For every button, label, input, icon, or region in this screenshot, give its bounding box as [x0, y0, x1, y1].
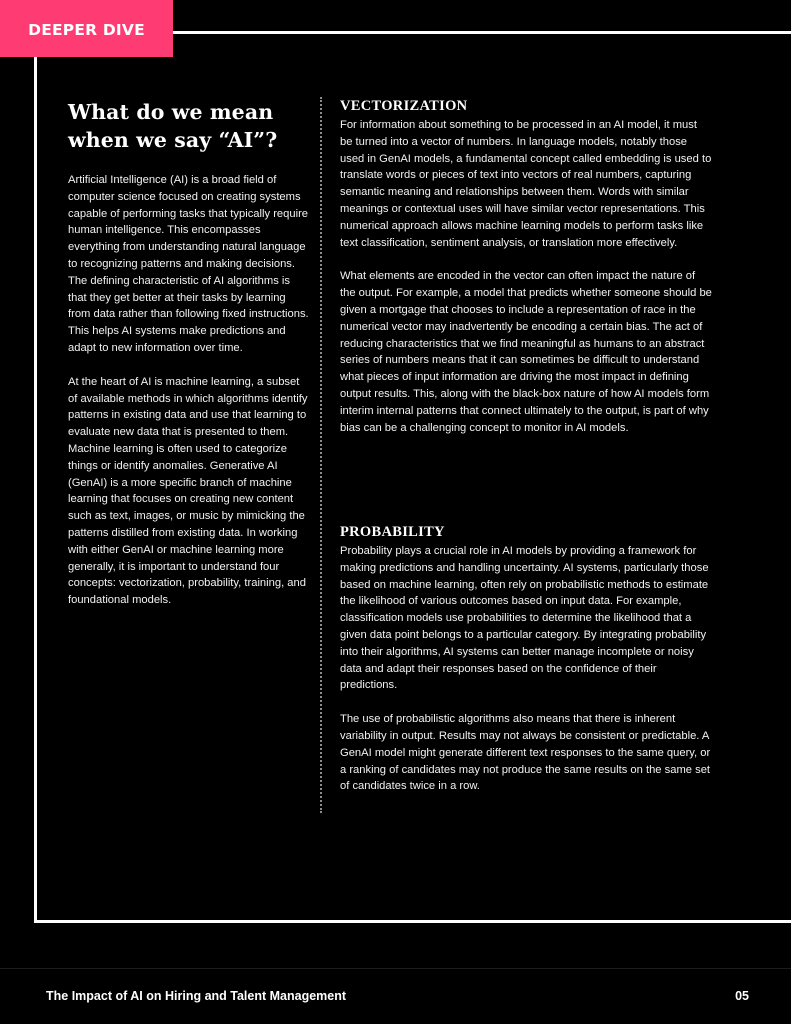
frame-left-rule	[34, 57, 37, 923]
vectorization-section	[340, 97, 712, 436]
vectorization-paragraph-2: What elements are encoded in the vector can often impact the nature of the output. For example, a model that predicts whether someone should be given a mortgage that chooses to include a representation of race in the numerical vector may inadvertently be encoding a certain bias. The act of reducing characteristics that we find meaningful as humans to an abstract series of numbers means that it can sometimes be difficult to understand what pieces of input information are driving the most impact in defining output results. This, along with the black-box nature of how AI models form interim internal patterns that connect ultimately to the output, is part of why bias can be a challenging concept to monitor in AI models.	[340, 270, 712, 434]
probability-paragraph-2: The use of probabilistic algorithms also means that there is inherent variability in output. Results may not always be consistent or predictable. A GenAI model might generate different text responses to the same query, or a ranking of candidates may not produce the same results on the same set of candidates twice in a row.	[340, 713, 711, 793]
probability-heading: PROBABILITY	[340, 524, 445, 540]
frame-top-rule	[173, 31, 791, 34]
probability-section	[340, 523, 712, 795]
frame-bottom-rule	[34, 920, 791, 923]
intro-paragraph-1: Artificial Intelligence (AI) is a broad field of computer science focused on creating systems capable of performing tasks that typically require human intelligence. This encompasses everything from understanding natural language to recognizing patterns and making decisions. The defining characteristic of AI algorithms is that they get better at their tasks by learning from data rather than following fixed instructions. This helps AI systems make predictions and adapt to new information over time.	[68, 174, 309, 354]
section-tag: DEEPER DIVE	[0, 0, 173, 57]
vectorization-paragraph-1: For information about something to be processed in an AI model, it must be turned into a vector of numbers. In language models, notably those used in GenAI models, a fundamental concept called embedding is used to translate words or pieces of text into vectors of real numbers, capturing semantic meaning and relationships between them. Words with similar meanings or contextual uses will have similar vector representations. This numerical approach allows machine learning models to perform tasks like text classification, sentiment analysis, or translation more effectively.	[340, 119, 712, 249]
column-divider	[320, 97, 322, 813]
vectorization-heading: VECTORIZATION	[340, 98, 468, 114]
page-number: 05	[735, 989, 749, 1003]
footer-document-title: The Impact of AI on Hiring and Talent Management	[46, 989, 347, 1003]
page-title: What do we mean when we say “AI”?	[68, 100, 278, 152]
probability-paragraph-1: Probability plays a crucial role in AI models by providing a framework for making predictions and handling uncertainty. AI systems, particularly those based on machine learning, often rely on probabilistic methods to estimate the likelihood of various outcomes based on input data. For example, classification models use probabilities to determine the likelihood that a given data point belongs to a particular category. By integrating probability into their algorithms, AI systems can better manage incomplete or noisy data and adapt their responses based on the confidence of their predictions.	[340, 545, 709, 692]
intro-paragraph-2: At the heart of AI is machine learning, a subset of available methods in which algorithms identify patterns in existing data and use that learning to evaluate new data that is presented to them. Machine learning is often used to categorize things or identify anomalies. Generative AI (GenAI) is a more specific branch of machine learning that focuses on creating new content such as text, images, or music by mimicking the patterns distilled from existing data. In working with either GenAI or machine learning more generally, it is important to understand four concepts: vectorization, probability, training, and foundational models.	[68, 375, 308, 607]
footer-divider	[0, 968, 791, 969]
intro-column	[68, 98, 310, 609]
